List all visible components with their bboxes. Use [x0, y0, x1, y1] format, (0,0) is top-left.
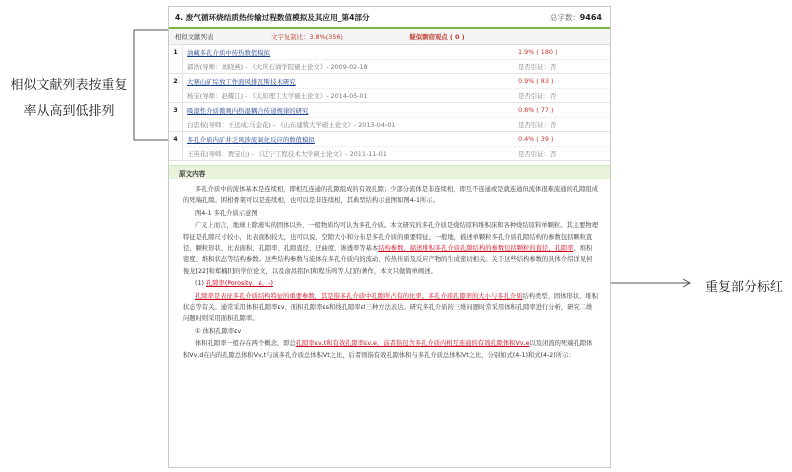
original-content [169, 179, 610, 361]
subsection-heading: ① 体积孔隙率εv [195, 327, 242, 335]
row-index: 2 [169, 74, 183, 102]
original-content-heading: 原文内容 [169, 165, 610, 179]
text-span: 、堆积密度、堆积状态等结构参数。这些结构参数与流体在多孔介质内的流动、传热传质及反应产物的生成密切相关。关于这些结构参数的具体介绍详见何俊龙[22]和郑楠[l]的学位论文，以及俞昌铭[n]和程乐鸣等人[]的著作，本文只做简单阐述。 [183, 245, 593, 275]
annotation-red-duplicates: 重复部分标红 [705, 280, 784, 295]
duplicate-highlight: 结构参数，描述堆积多孔介质孔隙结构的参数包括颗粒的直径、孔隙率 [378, 245, 574, 253]
similar-doc-percent: 0.4% ( 39 ) [518, 135, 554, 143]
similar-row [169, 132, 610, 161]
total-words-label: 总字数： [550, 12, 580, 22]
copy-ratio-value: 3.8%(356) [309, 33, 343, 41]
section-heading [183, 278, 598, 289]
similar-doc-cited: 是否引证：否 [518, 121, 557, 129]
text-span: 体积孔隙率一般存在两个概念，即总 [195, 340, 296, 348]
similar-list [169, 45, 610, 161]
similar-doc-cited: 是否引证：否 [518, 150, 557, 158]
text-span: 广义上而言，地球上除液实的固体以外，一般物质均可认为多孔介质。本文研究的多孔介质是烧结原料堆积床和各种烧结原料单颗粒。其主要物理特征是孔隙尺寸较小，比表面积较大，也可以说，空隙大小和分布是多孔介质的重要特征。一般地，描述单颗粒多孔介质孔隙结构的参数包括颗粒直径、颗粒形状、比表面积、孔隙率、孔隙直径、迂曲度、渗透率等基本 [183, 222, 598, 253]
similar-doc-meta: 白忠权(导师：王远成;马金花) - 《山东建筑大学硕士论文》- 2013-04-01 [187, 121, 396, 129]
original-paragraph [183, 220, 598, 277]
duplicate-highlight: 孔隙率(Porosity，ε，-) [205, 280, 273, 288]
arrow-head [683, 279, 690, 287]
similar-doc-link[interactable]: 吸湿性介质微观内热湿耦合传递规律的研究 [187, 106, 309, 115]
bracket-left-line [134, 30, 168, 140]
copy-ratio [237, 32, 377, 41]
similar-doc-meta: 杨宝(导师：赵耀江) - 《太原理工大学硕士论文》- 2014-05-01 [187, 92, 368, 100]
report-header [169, 7, 610, 29]
similar-doc-percent: 1.9% ( 180 ) [518, 48, 558, 56]
similar-doc-link[interactable]: 大寨山矿综放工作面风排瓦斯技术研究 [187, 77, 296, 86]
similar-doc-meta: 王英花(导师：贾宝山) - 《辽宁工程技术大学硕士论文》- 2011-11-01 [187, 150, 387, 158]
similar-doc-percent: 0.9% ( 83 ) [518, 77, 554, 85]
report-title: 4. 废气循环烧结质热传输过程数值模拟及其应用_第4部分 [175, 12, 370, 22]
similar-doc-cited: 是否引证：否 [518, 92, 557, 100]
similar-row [169, 45, 610, 74]
duplicate-highlight: 孔隙率εv,t和有效孔隙率εv,e，前者指包含多孔介质内相互连通的有效孔隙体积Vv,e [295, 340, 530, 348]
similar-doc-percent: 0.8% ( 77 ) [518, 106, 554, 114]
similar-doc-meta: 郭浩(导师：刘晓燕) - 《大庆石油学院硕士论文》- 2009-02-18 [187, 63, 368, 71]
report-panel [168, 6, 611, 468]
total-words [550, 12, 602, 23]
text-span: 结构类型、固体形状、堆积状态等有关。通常采用体积孔隙率εv、面积孔隙率εs和线孔隙率εl三种方法表达。研究多孔介质的三维问题时常采用体积孔隙率进行分析，研究二维问题时则采用面积孔隙率。 [183, 292, 598, 323]
row-index: 3 [169, 103, 183, 131]
row-index: 1 [169, 45, 183, 73]
original-paragraph: 多孔介质中的流体基本是连续相，即相互连通的孔隙组成的有效孔隙；少部分流体是非连续相，即互不连通或是就连通但流体很难流通的孔隙组成的死端孔隙。困相骨架可以是连续相，也可以是非连续相，其典型结构示意图如图4-1所示。 [183, 186, 598, 205]
duplicate-highlight: 孔隙率是表征多孔介质结构特征的重要参数，其是指多孔介质中孔隙所占有的比率。多孔介质孔隙率的大小与多孔介质 [195, 292, 523, 300]
similar-list-header [169, 29, 610, 45]
copy-ratio-label: 文字复制比： [271, 33, 310, 41]
original-paragraph [183, 338, 598, 361]
annotation-similar-list-order: 相似文献列表按重复率从高到低排列 [10, 78, 128, 119]
original-paragraph [183, 291, 598, 325]
similar-list-label: 相似文献列表 [175, 33, 214, 41]
section-number: (1) [195, 280, 206, 288]
similar-row [169, 74, 610, 103]
row-index: 4 [169, 132, 183, 160]
total-words-value: 9464 [579, 12, 602, 22]
similar-doc-cited: 是否引证：否 [518, 63, 557, 71]
similar-doc-link[interactable]: 油藏多孔介质中传热数值模拟 [187, 48, 271, 57]
suspected-plagiarism[interactable]: 疑似剽窃观点 ( 0 ) [409, 33, 465, 41]
text-span: 以及闭流的死端孔隙体积Vv,d在内的孔隙总体积Vv,t与该多孔介质总体积Vt之比，后者则指有效孔隙体积与多孔介质总体积Vt之比，分别如式(4-1)和式(4-2)所示： [183, 340, 593, 359]
figure-caption: 图4-1 多孔介质示意图 [195, 209, 258, 217]
similar-row [169, 103, 610, 132]
similar-doc-link[interactable]: 多孔介质内矿井乏风涉流氧化反应的数值模拟 [187, 135, 315, 144]
